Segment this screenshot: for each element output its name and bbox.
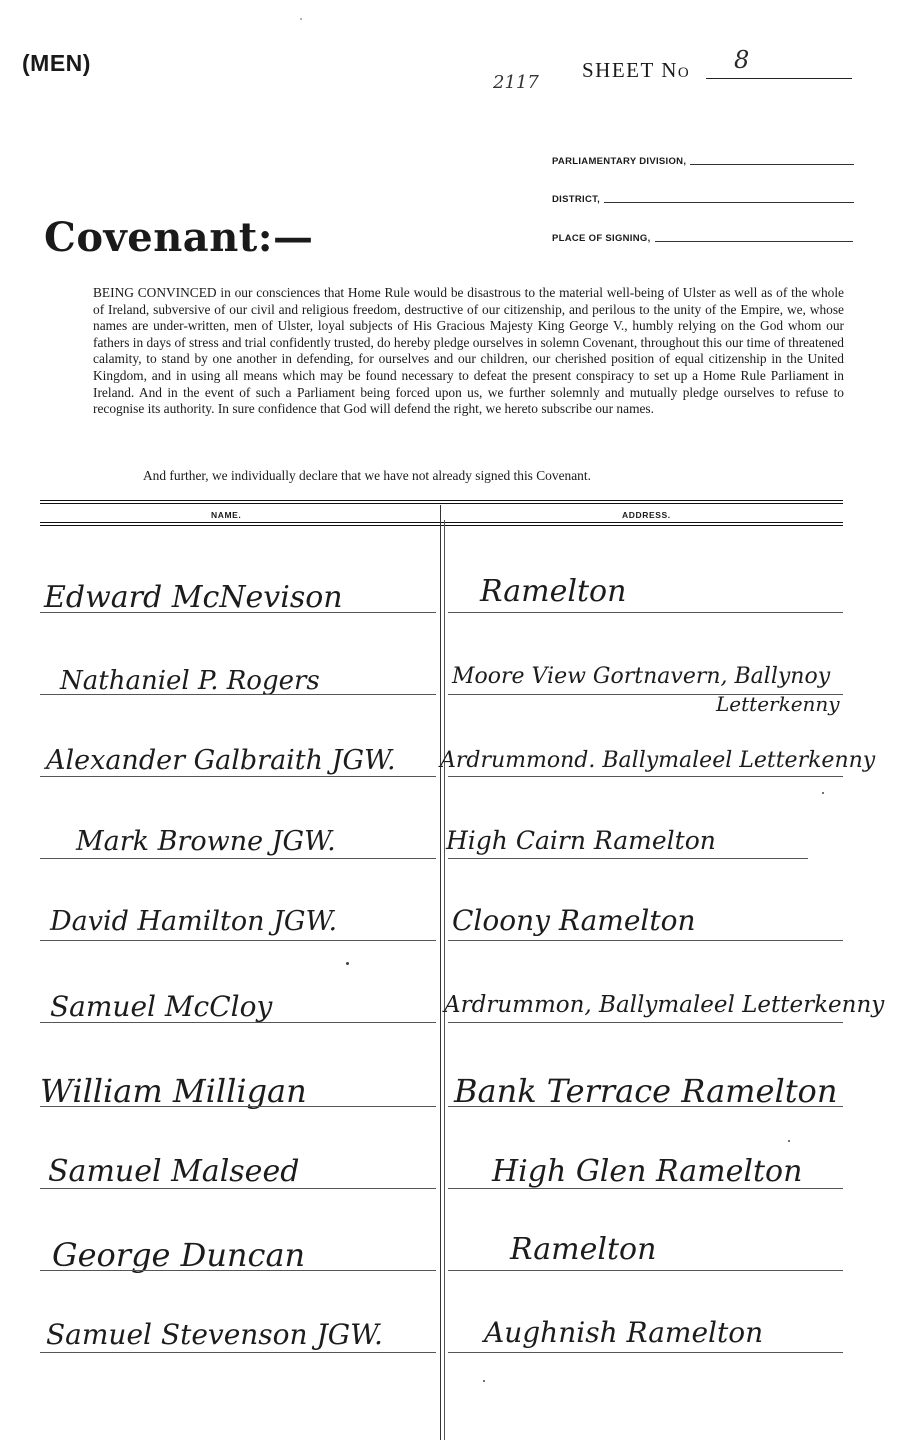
signer-address-continued: Letterkenny xyxy=(716,692,840,716)
signer-address: Cloony Ramelton xyxy=(452,904,696,937)
signer-name: Samuel Malseed xyxy=(48,1154,300,1189)
table-header-rule xyxy=(40,522,843,523)
name-line xyxy=(40,858,436,859)
name-line xyxy=(40,694,436,695)
place-of-signing-label: PLACE OF SIGNING, xyxy=(552,233,651,244)
name-line xyxy=(40,1188,436,1189)
ink-speck xyxy=(346,962,349,965)
address-line xyxy=(448,694,843,695)
address-line xyxy=(448,1106,843,1107)
parliamentary-division-field xyxy=(552,156,854,167)
signer-name: David Hamilton JGW. xyxy=(50,906,338,937)
sheet-number-line xyxy=(706,78,852,79)
district-label: DISTRICT, xyxy=(552,194,601,205)
parliamentary-division-line xyxy=(690,164,854,165)
signer-address: Ramelton xyxy=(510,1232,657,1267)
signer-address: Bank Terrace Ramelton xyxy=(454,1072,838,1110)
column-divider-inner xyxy=(444,520,445,1440)
signer-address: Ardrummon, Ballymaleel Letterkenny xyxy=(444,992,885,1018)
name-column-header: NAME. xyxy=(211,510,242,520)
signer-name: Mark Browne JGW. xyxy=(76,826,336,857)
name-line xyxy=(40,940,436,941)
signer-address: High Cairn Ramelton xyxy=(446,826,716,855)
covenant-further-declaration: And further, we individually declare that we have not already signed this Covenant. xyxy=(143,468,591,483)
name-line xyxy=(40,1106,436,1107)
covenant-text: BEING CONVINCED in our consciences that Home Rule would be disastrous to the material well-being of Ulster as well as of the whole of Ireland, subversive of our civil and religious freedom, destructive of our citizenship, and perilous to the unity of the Empire, we, whose names are under-written, men of Ulster, loyal subjects of His Gracious Majesty King George V., humbly relying on the God whom our fathers in days of stress and trial confidently trusted, do hereby pledge ourselves in solemn Covenant, throughout this our time of threatened calamity, to stand by one another in defending, for ourselves and our children, our cherished position of equal citizenship in the United Kingdom, and in using all means which may be found necessary to defeat the present conspiracy to set up a Home Rule Parliament in Ireland. And in the event of such a Parliament being forced upon us, we further solemnly and mutually pledge ourselves to refuse to recognise its authority. In sure confidence that God will defend the right, we hereto subscribe our names. xyxy=(93,285,844,417)
address-line xyxy=(448,612,843,613)
address-line xyxy=(448,1022,843,1023)
signer-address: Aughnish Ramelton xyxy=(484,1316,764,1349)
sheet-number: 8 xyxy=(734,46,750,74)
archive-number: 2117 xyxy=(493,72,539,93)
district-field xyxy=(552,194,854,205)
ink-speck xyxy=(788,1140,790,1142)
table-top-rule xyxy=(40,500,843,501)
signer-address: Ardrummond. Ballymaleel Letterkenny xyxy=(440,748,876,773)
address-column-header: ADDRESS. xyxy=(622,510,671,520)
men-label: (MEN) xyxy=(22,50,91,76)
table-top-rule-2 xyxy=(40,503,843,504)
name-line xyxy=(40,776,436,777)
table-header-rule-2 xyxy=(40,525,843,526)
signer-name: Nathaniel P. Rogers xyxy=(60,666,320,696)
address-line xyxy=(448,1352,843,1353)
ink-speck xyxy=(483,1380,485,1382)
covenant-title: Covenant:— xyxy=(44,214,314,261)
ink-speck xyxy=(822,792,824,794)
parliamentary-division-label: PARLIAMENTARY DIVISION, xyxy=(552,156,687,167)
signer-name: William Milligan xyxy=(40,1072,307,1110)
address-line xyxy=(448,776,843,777)
signer-name: Samuel McCloy xyxy=(50,990,273,1023)
name-line xyxy=(40,612,436,613)
column-divider xyxy=(440,505,441,1440)
signer-address: Moore View Gortnavern, Ballynoy xyxy=(452,664,831,689)
signer-name: Samuel Stevenson JGW. xyxy=(46,1318,383,1351)
signer-name: Alexander Galbraith JGW. xyxy=(46,745,396,776)
address-line xyxy=(448,858,808,859)
place-of-signing-line xyxy=(655,241,853,242)
address-line xyxy=(448,1188,843,1189)
sheet-label: SHEET No xyxy=(582,58,691,82)
signer-name: George Duncan xyxy=(52,1236,306,1274)
name-line xyxy=(40,1270,436,1271)
name-line xyxy=(40,1022,436,1023)
signer-address: Ramelton xyxy=(480,574,627,609)
district-line xyxy=(604,202,854,203)
name-line xyxy=(40,1352,436,1353)
place-of-signing-field xyxy=(552,233,853,244)
signer-name: Edward McNevison xyxy=(44,580,343,615)
ink-speck xyxy=(300,18,302,20)
address-line xyxy=(448,1270,843,1271)
address-line xyxy=(448,940,843,941)
signer-address: High Glen Ramelton xyxy=(492,1154,803,1189)
